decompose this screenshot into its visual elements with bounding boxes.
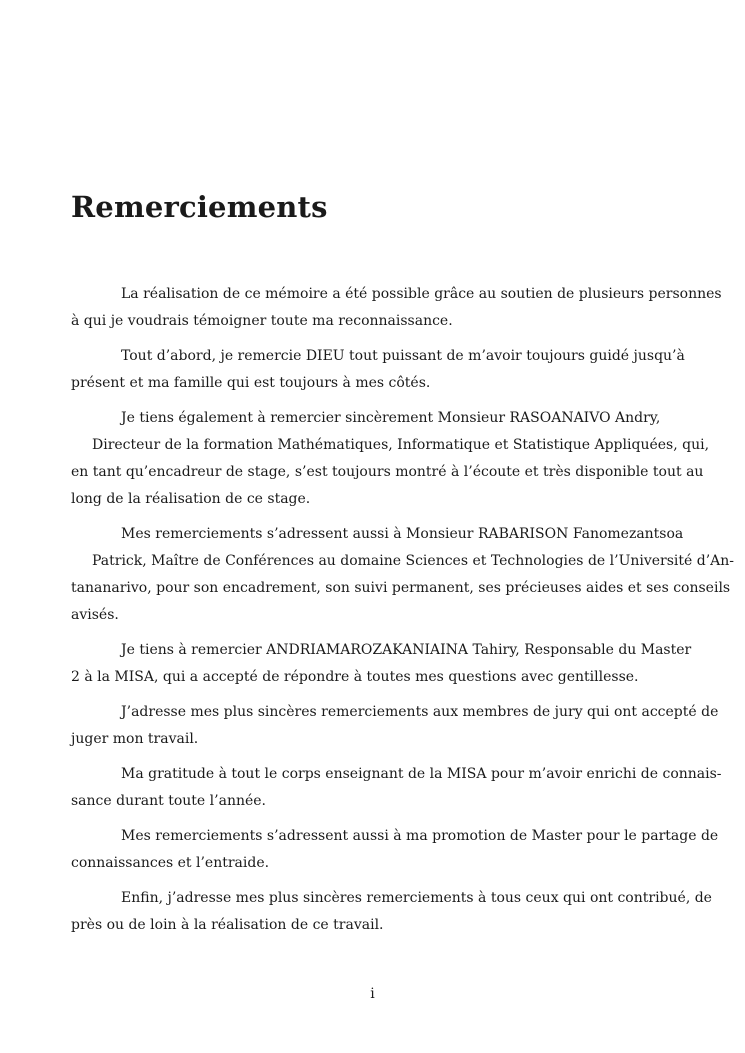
text-line: en tant qu’encadreur de stage, s’est toujours montré à l’écoute et très disponible tout au: [71, 464, 704, 480]
paragraph: [71, 405, 710, 513]
text-line: présent et ma famille qui est toujours à mes côtés.: [71, 375, 431, 391]
text-line: près ou de loin à la réalisation de ce travail.: [71, 917, 384, 933]
text-line: Ma gratitude à tout le corps enseignant de la MISA pour m’avoir enrichi de connais-: [121, 766, 722, 782]
text-line: Patrick, Maître de Conférences au domaine Sciences et Technologies de l’Université d’An-: [92, 553, 735, 569]
paragraph: [71, 281, 722, 335]
paragraph: [71, 885, 712, 939]
paragraph: [71, 761, 722, 815]
text-line: sance durant toute l’année.: [71, 793, 266, 809]
text-line: avisés.: [71, 607, 119, 623]
text-line: Je tiens également à remercier sincèrement Monsieur RASOANAIVO Andry,: [121, 410, 661, 426]
text-line: 2 à la MISA, qui a accepté de répondre à toutes mes questions avec gentillesse.: [71, 669, 639, 685]
text-line: Tout d’abord, je remercie DIEU tout puissant de m’avoir toujours guidé jusqu’à: [121, 348, 685, 364]
text-line: Directeur de la formation Mathématiques, Informatique et Statistique Appliquées, qui,: [92, 437, 710, 453]
paragraph: [71, 637, 692, 691]
paragraph: [71, 521, 735, 629]
text-line: Mes remerciements s’adressent aussi à Monsieur RABARISON Fanomezantsoa: [121, 526, 684, 542]
text-line: à qui je voudrais témoigner toute ma reconnaissance.: [71, 313, 453, 329]
text-line: long de la réalisation de ce stage.: [71, 491, 311, 507]
text-line: tananarivo, pour son encadrement, son suivi permanent, ses précieuses aides et ses conseils: [71, 580, 731, 596]
text-line: Mes remerciements s’adressent aussi à ma promotion de Master pour le partage de: [121, 828, 719, 844]
text-line: J’adresse mes plus sincères remerciements aux membres de jury qui ont accepté de: [121, 704, 719, 720]
text-line: La réalisation de ce mémoire a été possible grâce au soutien de plusieurs personnes: [121, 286, 722, 302]
text-line: Je tiens à remercier ANDRIAMAROZAKANIAINA Tahiry, Responsable du Master: [121, 642, 692, 658]
acknowledgements-body: [71, 281, 735, 947]
text-line: Enfin, j’adresse mes plus sincères remerciements à tous ceux qui ont contribué, de: [121, 890, 712, 906]
page-number: i: [370, 986, 375, 1002]
paragraph: [71, 343, 685, 397]
page-title: Remerciements: [71, 190, 328, 224]
paragraph: [71, 699, 719, 753]
text-line: connaissances et l’entraide.: [71, 855, 270, 871]
text-line: juger mon travail.: [71, 731, 199, 747]
paragraph: [71, 823, 719, 877]
